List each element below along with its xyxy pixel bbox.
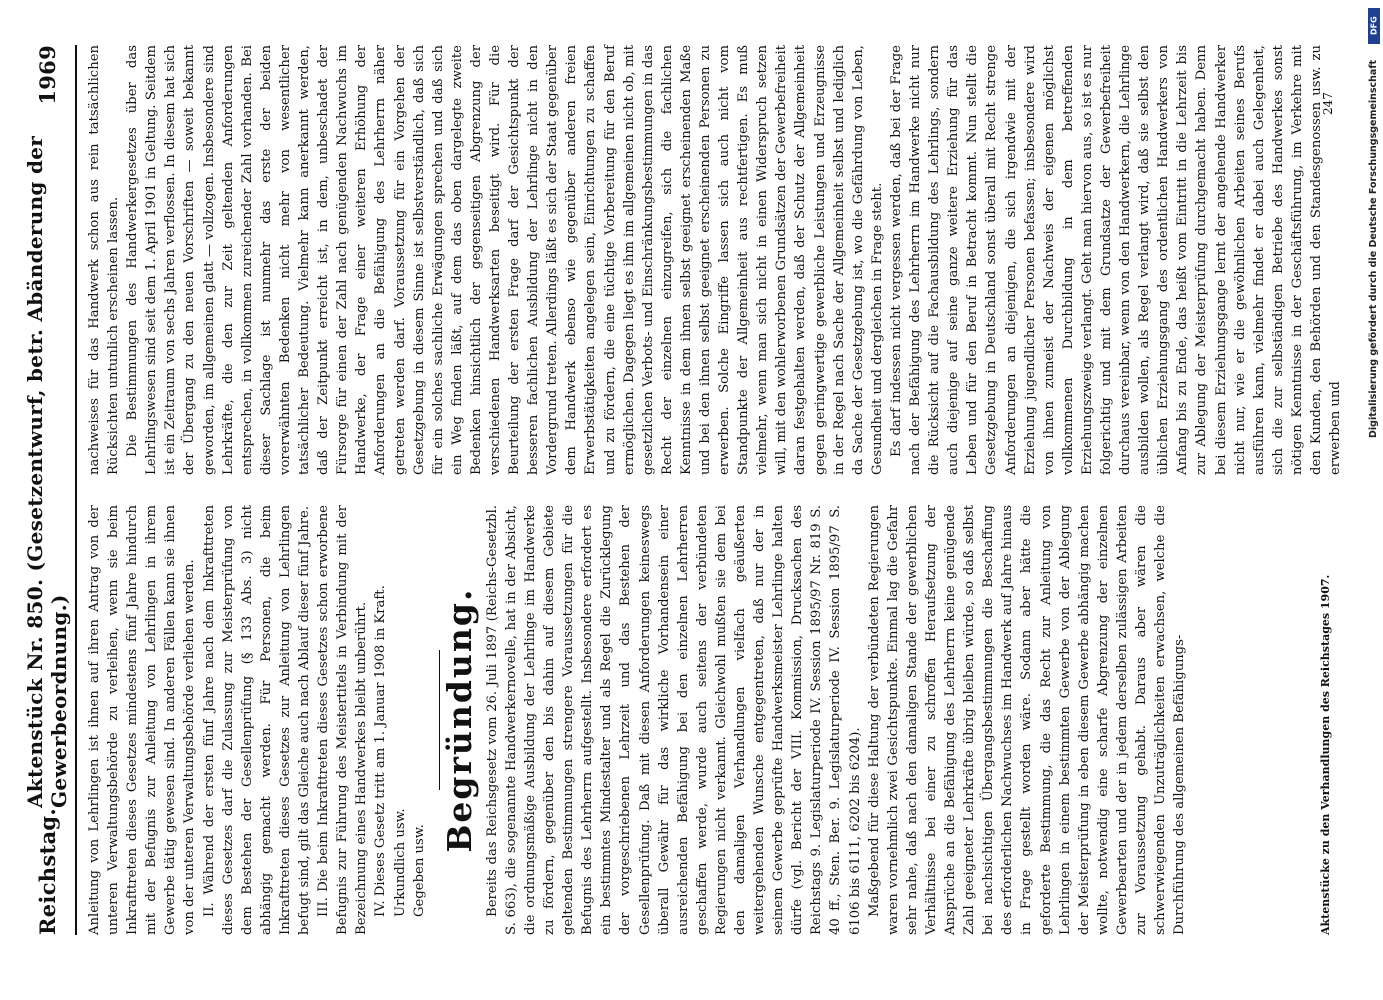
paragraph: III. Die beim Inkrafttreten dieses Gesetzes schon erworbene Befugnis zur Führung des Meistertitels in Verbindung mit der Bezeichnung eines Handwerkes bleibt unberührt. <box>316 505 370 935</box>
document-page <box>21 45 1361 935</box>
paragraph: Bereits das Reichsgesetz vom 26. Juli 1897 (Reichs-Gesetzbl. S. 663), die sogenannte Handwerkernovelle, hat in der Absicht, die ordnungsmäßige Ausbildung der Lehrlinge im Handwerke zu fördern, gegenüber den bis dahin auf diesem Gebiete geltenden Bestimmungen strengere Voraussetzungen für die Befugnis des Lehrherrn aufgestellt. Insbesondere erfordert es ein bestimmtes Mindestalter und als Regel die Zurücklegung der vorgeschriebenen Lehrzeit und das Bestehen der Gesellenprüfung. Daß mit diesen Anforderungen keineswegs überall Gewähr für das wirkliche Vorhandensein einer ausreichenden Befähigung bei den einzelnen Lehrherren geschaffen werde, wurde auch seitens der verbündeten Regierungen nicht verkannt. Gleichwohl mußten sie dem bei den damaligen Verhandlungen vielfach geäußerten weitergehenden Wunsche entgegentreten, daß nur der in seinem Gewerbe geprüfte Handwerksmeister Lehrlinge halten dürfe (vgl. Bericht der VIII. Kommission, Drucksachen des Reichstags 9. Legislaturperiode IV. Session 1895/97 Nr. 819 S. 40 ff., Sten. Ber. 9. Legislaturperiode IV. Session 1895/97 S. 6106 bis 6111, 6202 bis 6204). <box>484 505 863 935</box>
right-column <box>85 45 1345 475</box>
paragraph: nachweises für das Handwerk schon aus rein tatsächlichen Rücksichten untunlich erscheinen lassen. <box>87 45 122 475</box>
section-heading: Begründung. <box>439 587 479 853</box>
header-left: Reichstag. <box>34 808 60 935</box>
paragraph: Maßgebend für diese Haltung der verbündeten Regierungen waren vornehmlich zwei Gesichtspunkte. Einmal lag die Gefahr sehr nahe, daß nach den damaligen Stande der gewerblichen Verhältnisse bei einer zu schroffen Heraufsetzung der Ansprüche an die Befähigung des Lehrherrn keine genügende Zahl geeigneter Lehrkräfte übrig bleiben würde, so daß selbst bei nachsichtigen Übergangsbestimmungen die Beschaffung des erforderlichen Nachwuchses im Handwerk auf Jahre hinaus in Frage gestellt worden wäre. Sodann aber hätte die geforderte Bestimmung, die das Recht zur Anleitung von Lehrlingen in einem bestimmten Gewerbe von der Ablegung der Meisterprüfung in eben diesem Gewerbe abhängig machen wollte, notwendig eine scharfe Abgrenzung der einzelnen Gewerbearten und der in jedem derselben zulässigen Arbeiten zur Voraussetzung gehabt. Daraus aber wären die schwerwiegenden Unzuträglichkeiten erwachsen, welche die Durchführung des allgemeinen Befähigungs- <box>866 505 1188 935</box>
paragraph: Anleitung von Lehrlingen ist ihnen auf ihren Antrag von der unteren Verwaltungsbehörde zu verleihen, wenn sie beim Inkrafttreten dieses Gesetzes mindestens fünf Jahre hindurch mit der Befugnis zur Anleitung von Lehrlingen in ihrem Gewerbe tätig gewesen sind. In anderen Fällen kann sie ihnen von der unteren Verwaltungsbehörde verliehen werden. <box>87 505 198 935</box>
paragraph: Es darf indessen nicht vergessen werden, daß bei der Frage nach der Befähigung des Lehrherrn im Handwerke nicht nur die Rücksicht auf die Fachausbildung des Lehrlings, sondern auch diejenige auf seine ganze weitere Erziehung für das Leben und für den Beruf in Betracht kommt. Nun stellt die Gesetzgebung in Deutschland sonst überall mit Recht strenge Anforderungen an diejenigen, die sich irgendwie mit der Erziehung jugendlicher Personen befassen; insbesondere wird von ihnen zumeist der Nachweis der eigenen möglichst vollkommenen Durchbildung in dem betreffenden Erziehungszweige verlangt. Geht man hiervon aus, so ist es nur folgerichtig und mit dem Grundsatze der Gewerbefreiheit durchaus vereinbar, wenn von den Handwerkern, die Lehrlinge ausbilden wollen, als Regel verlangt wird, daß sie selbst den üblichen Erziehungsgang des ordentlichen Handwerkers von Anfang bis zu Ende, das heißt vom Eintritt in die Lehrzeit bis zur Ablegung der Meisterprüfung durchgemacht haben. Denn bei diesem Erziehungsgange lernt der angehende Handwerker nicht nur, wie er die gewöhnlichen Arbeiten seines Berufs ausführen kann, vielmehr findet er dabei auch Gelegenheit, sich die zur selbständigen Betriebe des Handwerkes sonst nötigen Kenntnisse in der Geschäftsführung, im Verkehre mit den Kunden, den Behörden und den Standesgenossen usw. zu erwerben und <box>888 45 1344 475</box>
left-column <box>85 505 1189 935</box>
signature-line: Urkundlich usw. <box>392 808 408 917</box>
header-title: Aktenstück Nr. 850. (Gesetzentwurf, betr. Abänderung der Gewerbeordnung.) <box>23 135 71 809</box>
paragraph: IV. Dieses Gesetz tritt am 1. Januar 1908 in Kraft. <box>373 585 389 917</box>
paragraph: Die Bestimmungen des Handwerkergesetzes über das Lehrlingswesen sind seit dem 1. April 1901 in Geltung. Seitdem ist ein Zeitraum von sechs Jahren verflossen. In diesem hat sich der Übergang zu den neuen Vorschriften — soweit bekannt geworden, im allgemeinen glatt — vollzogen. Insbesondere sind Lehrkräfte, die den zur Zeit geltenden Anforderungen entsprechen, in vollkommen zureichender Zahl vorhanden. Bei dieser Sachlage ist nunmehr das erste der beiden vorerwähnten Bedenken nicht mehr von wesentlicher tatsächlicher Bedeutung. Vielmehr kann anerkannt werden, daß der Zeitpunkt erreicht ist, in dem, unbeschadet der Fürsorge für einen der Zahl nach genügenden Nachwuchs im Handwerke, der Frage einer weiteren Erhöhung der Anforderungen an die Befähigung des Lehrherrn näher getreten werden darf. Voraussetzung für ein Vorgehen der Gesetzgebung in diesem Sinne ist selbstverständlich, daß sich für ein solches sachliche Erwägungen sprechen und daß sich ein Weg finden läßt, auf dem das oben dargelegte zweite Bedenken hinsichtlich der gegenseitigen Abgrenzung der verschiedenen Handwerksarten beseitigt wird. Für die Beurteilung der ersten Frage darf der Gesichtspunkt der besseren fachlichen Ausbildung der Lehrlinge nicht in den Vordergrund treten. Allerdings läßt es sich der Staat gegenüber dem Handwerk ebenso wie gegenüber anderen freien Erwerbstätigkeiten angelegen sein, Einrichtungen zu schaffen und zu fördern, die eine tüchtige Vorbereitung für den Beruf ermöglichen. Dagegen liegt es ihm im allgemeinen nicht ob, mit gesetzlichen Verbots- und Einschränkungsbestimmungen in das Recht der einzelnen einzugreifen, sich die fachlichen Kenntnisse in dem ihnen selbst geeignet erscheinenden Maße und bei den ihnen selbst geeignet erscheinenden Personen zu erwerben. Solche Eingriffe lassen sich auch nicht vom Standpunkte der Allgemeinheit aus rechtfertigen. Es muß vielmehr, wenn man sich nicht in einen Widerspruch setzen will, mit den wohlerworbenen Grundsätzen der Gewerbefreiheit daran festgehalten werden, daß der Schutz der Allgemeinheit gegen geringwertige gewerbliche Leistungen und Erzeugnisse in der Regel nach Sache der Allgemeinheit selbst und lediglich da Sache der Gesetzgebung ist, wo die Gefährdung von Leben, Gesundheit und dergleichen in Frage steht. <box>125 44 885 475</box>
page-header <box>21 45 73 935</box>
header-page-number: 1969 <box>34 45 60 105</box>
footer-note: Aktenstücke zu den Verhandlungen des Reichstages 1907. <box>1319 574 1332 935</box>
digitization-credit: Digitalisierung gefördert durch die Deutsche Forschungsgemeinschaft <box>1368 60 1379 438</box>
dfg-logo: DFG <box>1368 8 1380 44</box>
header-rule <box>75 45 77 935</box>
paragraph: II. Während der ersten fünf Jahre nach dem Inkrafttreten dieses Gesetzes darf die Zulassung zur Meisterprüfung von dem Bestehen der Gesellenprüfung (§ 133 Abs. 3) nicht abhängig gemacht werden. Für Personen, die beim Inkrafttreten dieses Gesetzes zur Anleitung von Lehrlingen befugt sind, gilt das Gleiche auch nach Ablauf dieser fünf Jahre. <box>201 505 313 935</box>
signature-line: Gegeben usw. <box>411 824 427 917</box>
footer-page-number: 247 <box>1321 92 1335 115</box>
